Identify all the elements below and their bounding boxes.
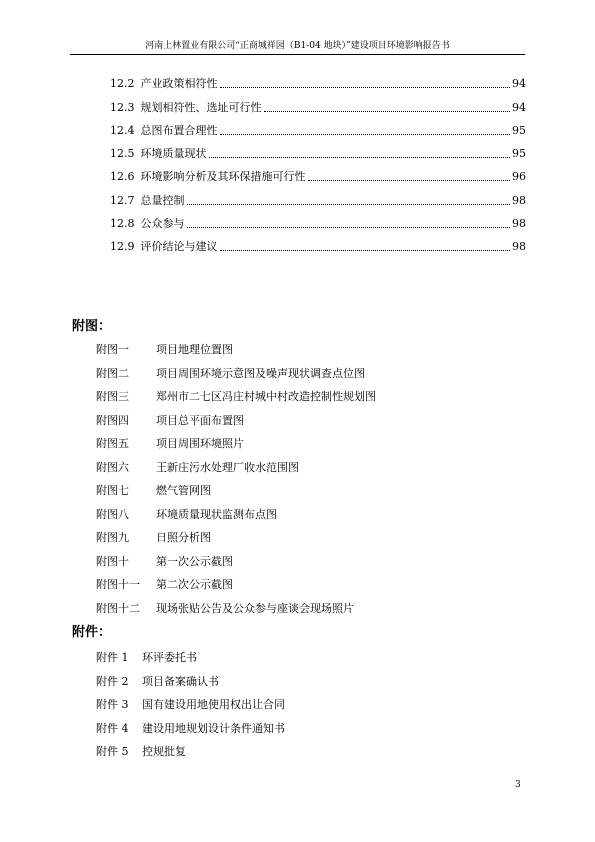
attachment-label: 附件 3	[96, 698, 129, 711]
figure-label: 附图一	[96, 343, 129, 356]
header-rule	[70, 54, 525, 55]
toc-page: 95	[512, 123, 526, 137]
page-number: 3	[515, 780, 521, 790]
toc-number: 12.6	[110, 170, 135, 184]
toc-leader-dots	[209, 157, 511, 158]
figure-label: 附图六	[96, 460, 129, 474]
toc-number: 12.3	[110, 100, 135, 114]
figure-item	[96, 530, 526, 554]
figure-label: 附图四	[96, 413, 129, 427]
figure-item	[96, 460, 526, 484]
figure-item	[96, 436, 526, 460]
figure-label: 附图三	[96, 390, 129, 403]
figure-label: 附图八	[96, 507, 129, 521]
toc-leader-dots	[220, 87, 511, 88]
figure-label: 附图十二	[96, 601, 140, 615]
figure-item	[96, 601, 526, 625]
figure-title: 日照分析图	[156, 531, 211, 544]
toc-number: 12.2	[110, 77, 135, 91]
attachment-item	[96, 650, 526, 674]
figure-title: 项目周围环境示意图及噪声现状调查点位图	[156, 366, 365, 380]
figure-label: 附图七	[96, 484, 129, 497]
figure-label: 附图十	[96, 554, 129, 568]
figure-title: 燃气管网图	[156, 484, 211, 497]
toc-page: 94	[512, 77, 526, 91]
toc-entry[interactable]	[110, 115, 526, 138]
attachments-heading: 附件：	[72, 625, 112, 640]
figure-title: 第一次公示截图	[156, 554, 233, 568]
toc-title: 规划相符性、选址可行性	[140, 100, 262, 114]
figure-item	[96, 577, 526, 601]
attachment-title: 项目备案确认书	[142, 674, 219, 688]
figure-label: 附图九	[96, 531, 129, 544]
toc-page: 98	[512, 217, 526, 231]
toc-number: 12.9	[110, 240, 135, 254]
toc-entry[interactable]	[110, 68, 526, 91]
toc-entry[interactable]	[110, 91, 526, 114]
attachment-title: 国有建设用地使用权出让合同	[142, 698, 285, 711]
attachment-label: 附件 2	[96, 674, 129, 688]
toc-entry[interactable]	[110, 208, 526, 231]
attachment-label: 附件 1	[96, 651, 129, 664]
figure-item	[96, 483, 526, 507]
toc-leader-dots	[220, 250, 511, 251]
document-header: 河南上林置业有限公司“正商城祥园（B1-04 地块）”建设项目环境影响报告书	[145, 41, 450, 51]
figure-title: 项目地理位置图	[156, 343, 233, 356]
figure-title: 环境质量现状监测布点图	[156, 507, 277, 521]
toc-page: 96	[512, 170, 526, 184]
attachment-item	[96, 721, 526, 745]
attachment-label: 附件 5	[96, 745, 129, 758]
toc-page: 98	[512, 240, 526, 254]
figure-item	[96, 389, 526, 413]
attachment-title: 环评委托书	[142, 651, 197, 664]
toc-title: 公众参与	[140, 217, 185, 231]
toc-title: 总量控制	[140, 193, 185, 207]
figure-item	[96, 342, 526, 366]
toc-title: 环境质量现状	[140, 147, 207, 161]
attachment-item	[96, 697, 526, 721]
toc-title: 环境影响分析及其环保措施可行性	[140, 170, 306, 184]
toc-page: 95	[512, 147, 526, 161]
figure-title: 项目周围环境照片	[156, 437, 244, 450]
toc-page: 94	[512, 100, 526, 114]
attachment-item	[96, 674, 526, 698]
toc-title: 总图布置合理性	[140, 123, 218, 137]
toc-title: 产业政策相符性	[140, 77, 218, 91]
toc-title: 评价结论与建议	[140, 240, 218, 254]
toc-number: 12.8	[110, 217, 135, 231]
figures-heading: 附图：	[72, 319, 112, 334]
toc-leader-dots	[187, 227, 511, 228]
attachments-list	[96, 650, 526, 768]
toc-leader-dots	[187, 204, 511, 205]
figure-title: 现场张贴公告及公众参与座谈会现场照片	[156, 601, 354, 615]
figure-item	[96, 366, 526, 390]
figures-list	[96, 342, 526, 624]
attachment-label: 附件 4	[96, 721, 129, 735]
toc-entry[interactable]	[110, 184, 526, 207]
toc-number: 12.7	[110, 193, 135, 207]
toc-entry[interactable]	[110, 161, 526, 184]
figure-item	[96, 413, 526, 437]
toc-leader-dots	[220, 134, 511, 135]
figure-label: 附图十一	[96, 578, 140, 591]
figure-title: 郑州市二七区冯庄村城中村改造控制性规划图	[156, 390, 376, 403]
toc-leader-dots	[308, 180, 511, 181]
figure-title: 第二次公示截图	[156, 578, 233, 591]
toc-number: 12.5	[110, 147, 135, 161]
attachment-title: 建设用地规划设计条件通知书	[142, 721, 285, 735]
toc-page: 98	[512, 193, 526, 207]
figure-label: 附图五	[96, 437, 129, 450]
figure-item	[96, 507, 526, 531]
attachment-title: 控规批复	[142, 745, 186, 758]
table-of-contents	[110, 68, 526, 254]
toc-entry[interactable]	[110, 138, 526, 161]
figure-item	[96, 554, 526, 578]
toc-entry[interactable]	[110, 231, 526, 254]
figure-title: 项目总平面布置图	[156, 413, 244, 427]
toc-number: 12.4	[110, 123, 135, 137]
figure-label: 附图二	[96, 366, 129, 380]
toc-leader-dots	[264, 111, 511, 112]
figure-title: 王新庄污水处理厂收水范围图	[156, 460, 299, 474]
attachment-item	[96, 744, 526, 768]
